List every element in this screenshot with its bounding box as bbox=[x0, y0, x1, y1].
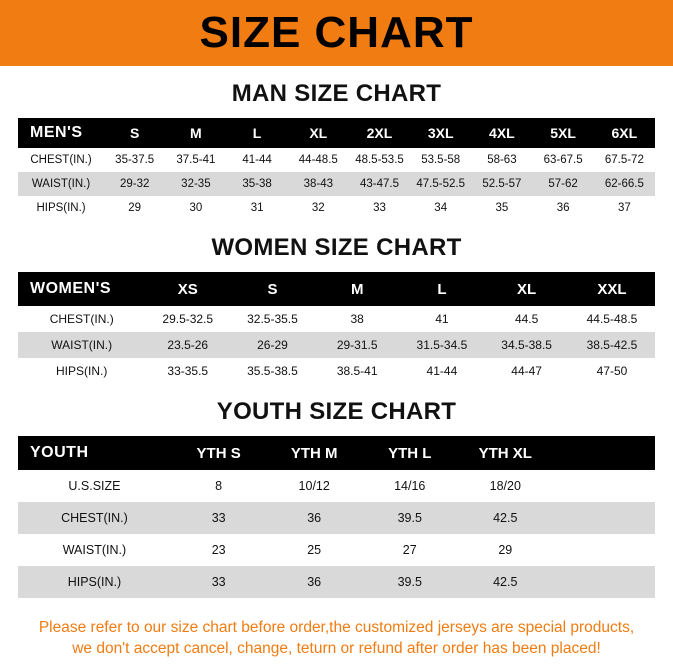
table-row bbox=[18, 148, 655, 172]
column-header: S bbox=[230, 272, 315, 306]
table-cell: 23 bbox=[171, 534, 267, 566]
row-label: HIPS(IN.) bbox=[18, 196, 104, 220]
table-cell: 43-47.5 bbox=[349, 172, 410, 196]
table-cell: 30 bbox=[165, 196, 226, 220]
row-label: U.S.SIZE bbox=[18, 470, 171, 502]
table-cell: 23.5-26 bbox=[145, 332, 230, 358]
column-header: 4XL bbox=[471, 118, 532, 148]
row-label: WAIST(IN.) bbox=[18, 172, 104, 196]
section-title-youth: YOUTH SIZE CHART bbox=[216, 398, 457, 425]
table-cell: 32.5-35.5 bbox=[230, 306, 315, 332]
section-title-women: WOMEN SIZE CHART bbox=[211, 234, 462, 261]
youth-size-table bbox=[18, 436, 655, 598]
table-cell: 38 bbox=[315, 306, 400, 332]
column-header: YTH M bbox=[266, 436, 362, 470]
table-cell-spacer bbox=[553, 470, 655, 502]
table-header-row bbox=[18, 272, 655, 306]
table-cell: 25 bbox=[266, 534, 362, 566]
table-cell: 29.5-32.5 bbox=[145, 306, 230, 332]
table-cell: 35-38 bbox=[226, 172, 287, 196]
table-cell: 14/16 bbox=[362, 470, 458, 502]
table-cell: 31 bbox=[226, 196, 287, 220]
column-header-spacer bbox=[553, 436, 655, 470]
column-header: S bbox=[104, 118, 165, 148]
table-cell: 41-44 bbox=[226, 148, 287, 172]
table-cell: 33-35.5 bbox=[145, 358, 230, 384]
table-cell: 32-35 bbox=[165, 172, 226, 196]
table-row bbox=[18, 534, 655, 566]
table-cell-spacer bbox=[553, 566, 655, 598]
table-cell: 27 bbox=[362, 534, 458, 566]
table-cell: 35.5-38.5 bbox=[230, 358, 315, 384]
table-cell: 47-50 bbox=[569, 358, 655, 384]
column-header: YTH S bbox=[171, 436, 267, 470]
table-cell: 38.5-41 bbox=[315, 358, 400, 384]
table-cell-spacer bbox=[553, 534, 655, 566]
table-cell: 44-47 bbox=[484, 358, 569, 384]
section-women bbox=[0, 234, 673, 384]
column-header: M bbox=[165, 118, 226, 148]
table-cell: 62-66.5 bbox=[594, 172, 655, 196]
table-header-row bbox=[18, 118, 655, 148]
table-cell: 18/20 bbox=[458, 470, 554, 502]
column-header: XXL bbox=[569, 272, 655, 306]
column-header: MEN'S bbox=[18, 118, 104, 148]
footer-note-line-1: Please refer to our size chart before order,the customized jerseys are special products, bbox=[38, 619, 635, 636]
section-man bbox=[0, 80, 673, 220]
row-label: HIPS(IN.) bbox=[18, 566, 171, 598]
table-cell: 42.5 bbox=[458, 566, 554, 598]
table-cell: 33 bbox=[349, 196, 410, 220]
row-label: CHEST(IN.) bbox=[18, 502, 171, 534]
column-header: YTH XL bbox=[458, 436, 554, 470]
page-banner bbox=[0, 0, 673, 66]
column-header: L bbox=[400, 272, 485, 306]
column-header: YTH L bbox=[362, 436, 458, 470]
column-header: L bbox=[226, 118, 287, 148]
table-row bbox=[18, 502, 655, 534]
table-cell: 67.5-72 bbox=[594, 148, 655, 172]
table-cell: 41-44 bbox=[400, 358, 485, 384]
table-cell: 34 bbox=[410, 196, 471, 220]
table-cell: 39.5 bbox=[362, 502, 458, 534]
row-label: WAIST(IN.) bbox=[18, 534, 171, 566]
column-header: 2XL bbox=[349, 118, 410, 148]
table-row bbox=[18, 470, 655, 502]
table-cell: 26-29 bbox=[230, 332, 315, 358]
page-title: SIZE CHART bbox=[199, 8, 474, 57]
table-cell: 47.5-52.5 bbox=[410, 172, 471, 196]
man-size-table bbox=[18, 118, 655, 220]
table-cell: 44.5 bbox=[484, 306, 569, 332]
table-row bbox=[18, 332, 655, 358]
table-cell: 39.5 bbox=[362, 566, 458, 598]
table-row bbox=[18, 306, 655, 332]
table-cell: 29 bbox=[458, 534, 554, 566]
table-row bbox=[18, 566, 655, 598]
table-cell: 53.5-58 bbox=[410, 148, 471, 172]
column-header: M bbox=[315, 272, 400, 306]
table-row bbox=[18, 172, 655, 196]
table-cell: 44-48.5 bbox=[288, 148, 349, 172]
table-cell: 63-67.5 bbox=[533, 148, 594, 172]
row-label: WAIST(IN.) bbox=[18, 332, 145, 358]
footer-note bbox=[0, 612, 673, 668]
column-header: WOMEN'S bbox=[18, 272, 145, 306]
row-label: HIPS(IN.) bbox=[18, 358, 145, 384]
column-header: 5XL bbox=[533, 118, 594, 148]
table-cell: 36 bbox=[266, 502, 362, 534]
table-cell: 35 bbox=[471, 196, 532, 220]
column-header: XS bbox=[145, 272, 230, 306]
table-cell: 57-62 bbox=[533, 172, 594, 196]
footer-note-line-2: we don't accept cancel, change, teturn or refund after order has been placed! bbox=[72, 639, 601, 657]
column-header: 6XL bbox=[594, 118, 655, 148]
section-title-man: MAN SIZE CHART bbox=[231, 80, 442, 107]
table-cell: 58-63 bbox=[471, 148, 532, 172]
table-cell: 34.5-38.5 bbox=[484, 332, 569, 358]
table-cell: 35-37.5 bbox=[104, 148, 165, 172]
column-header: XL bbox=[484, 272, 569, 306]
table-cell: 8 bbox=[171, 470, 267, 502]
table-cell: 29-31.5 bbox=[315, 332, 400, 358]
table-cell: 42.5 bbox=[458, 502, 554, 534]
table-cell: 32 bbox=[288, 196, 349, 220]
table-cell: 29-32 bbox=[104, 172, 165, 196]
row-label: CHEST(IN.) bbox=[18, 148, 104, 172]
women-size-table bbox=[18, 272, 655, 384]
table-row bbox=[18, 196, 655, 220]
table-cell-spacer bbox=[553, 502, 655, 534]
table-cell: 36 bbox=[533, 196, 594, 220]
table-cell: 52.5-57 bbox=[471, 172, 532, 196]
table-cell: 41 bbox=[400, 306, 485, 332]
row-label: CHEST(IN.) bbox=[18, 306, 145, 332]
section-youth bbox=[0, 398, 673, 598]
table-header-row bbox=[18, 436, 655, 470]
table-cell: 36 bbox=[266, 566, 362, 598]
column-header: YOUTH bbox=[18, 436, 171, 470]
table-cell: 44.5-48.5 bbox=[569, 306, 655, 332]
column-header: XL bbox=[288, 118, 349, 148]
table-cell: 48.5-53.5 bbox=[349, 148, 410, 172]
table-cell: 33 bbox=[171, 566, 267, 598]
table-cell: 38.5-42.5 bbox=[569, 332, 655, 358]
column-header: 3XL bbox=[410, 118, 471, 148]
table-cell: 10/12 bbox=[266, 470, 362, 502]
table-cell: 31.5-34.5 bbox=[400, 332, 485, 358]
table-cell: 33 bbox=[171, 502, 267, 534]
table-cell: 37.5-41 bbox=[165, 148, 226, 172]
table-cell: 38-43 bbox=[288, 172, 349, 196]
table-cell: 29 bbox=[104, 196, 165, 220]
table-row bbox=[18, 358, 655, 384]
table-cell: 37 bbox=[594, 196, 655, 220]
